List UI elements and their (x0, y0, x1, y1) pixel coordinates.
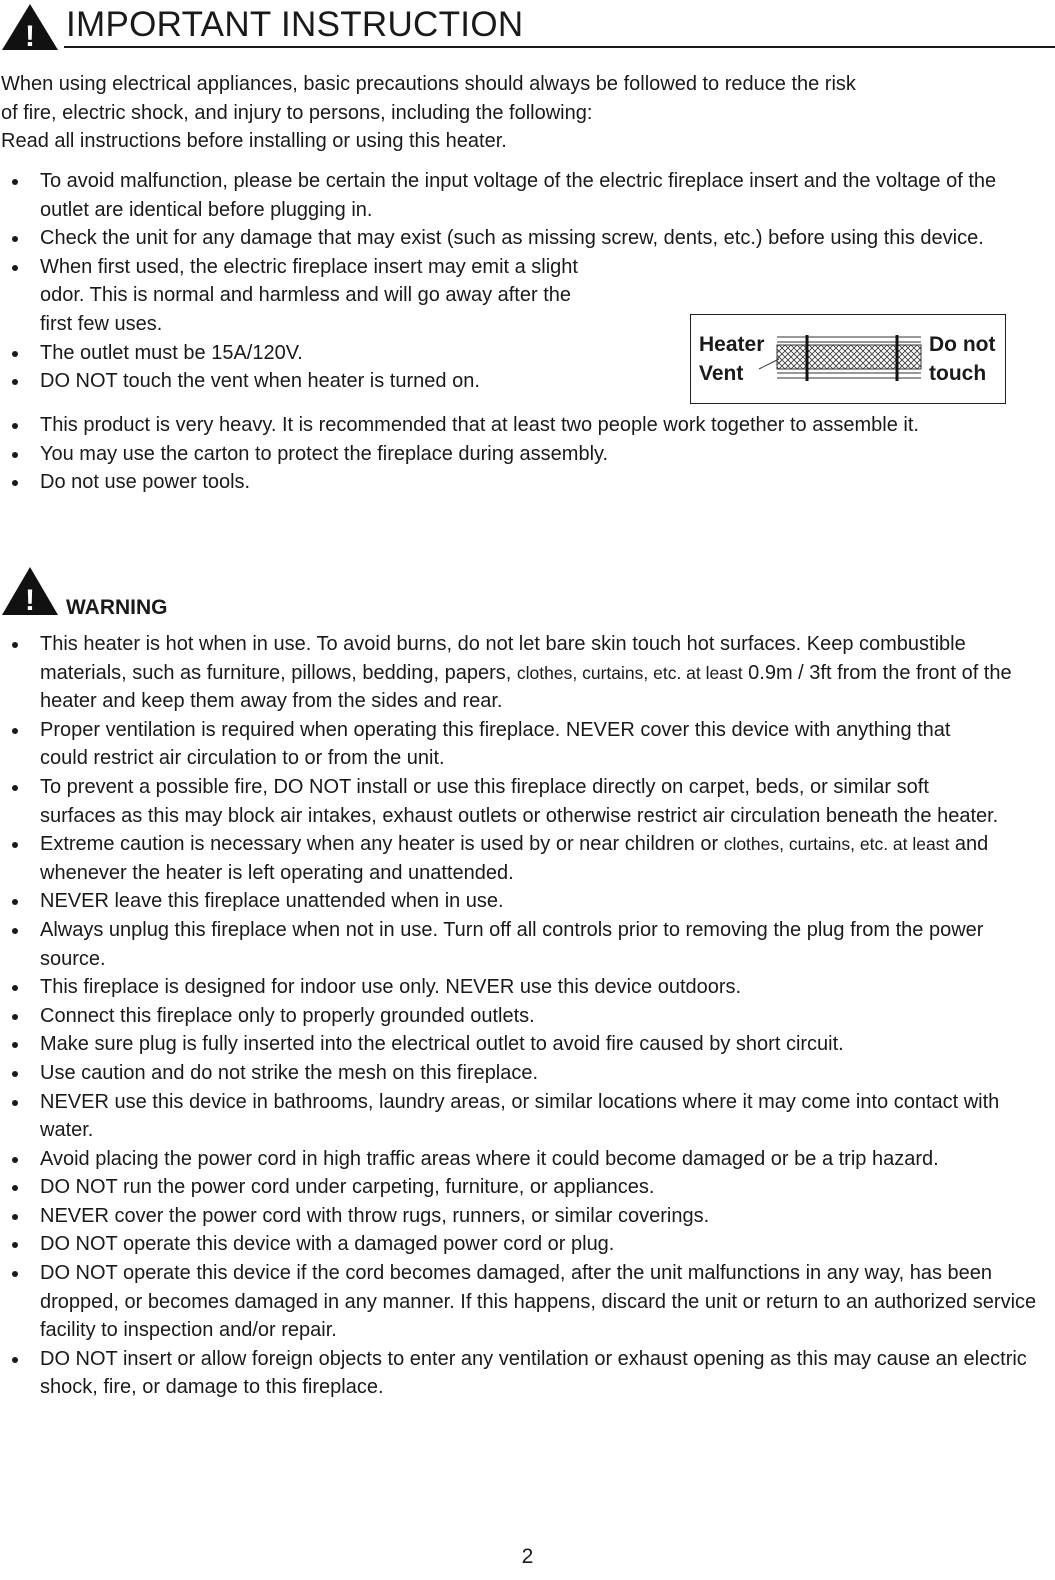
bullet-icon (12, 236, 18, 242)
bullet-icon (12, 928, 18, 934)
bullet-icon (12, 1014, 18, 1020)
title-underline (64, 46, 1055, 48)
list-item: DO NOT insert or allow foreign objects to enter any ventilation or exhaust opening as this may cause an electric shock, fire, or damage to this fireplace. (4, 1345, 1039, 1402)
list-item: DO NOT touch the vent when heater is turned on. (4, 367, 640, 396)
bullet-icon (12, 1185, 18, 1191)
list-item: Connect this fireplace only to properly grounded outlets. (4, 1002, 1039, 1031)
page-header (0, 2, 1055, 50)
intro-line: When using electrical appliances, basic precautions should always be followed to reduce the risk (1, 73, 856, 95)
bullet-icon (12, 480, 18, 486)
vent-label-heater: Heater (699, 333, 765, 356)
warning-triangle-icon (0, 2, 60, 52)
bullet-icon (12, 642, 18, 648)
list-item: This product is very heavy. It is recommended that at least two people work together to assemble it. (4, 411, 970, 440)
list-item: Always unplug this fireplace when not in use. Turn off all controls prior to removing the plug from the power source. (4, 916, 1025, 973)
bullet-icon (12, 179, 18, 185)
list-item: DO NOT run the power cord under carpeting, furniture, or appliances. (4, 1173, 1039, 1202)
bullet-icon (12, 452, 18, 458)
warning-label: WARNING (66, 596, 168, 619)
vent-label-donot: Do not (929, 333, 996, 356)
bullet-icon (12, 1100, 18, 1106)
svg-text:!: ! (25, 20, 35, 52)
bullet-icon (12, 423, 18, 429)
list-item: When first used, the electric fireplace insert may emit a slight odor. This is normal and harmless and will go away after the first few uses. (4, 253, 600, 339)
vent-mesh-icon (755, 333, 925, 385)
list-item: This fireplace is designed for indoor use only. NEVER use this device outdoors. (4, 973, 1039, 1002)
bullet-icon (12, 785, 18, 791)
list-item: DO NOT operate this device with a damaged power cord or plug. (4, 1230, 1039, 1259)
bullet-icon (12, 1071, 18, 1077)
bullet-icon (12, 985, 18, 991)
bullet-icon (12, 728, 18, 734)
list-item: You may use the carton to protect the fireplace during assembly. (4, 440, 1004, 469)
list-item: Avoid placing the power cord in high traffic areas where it could become damaged or be a trip hazard. (4, 1145, 1040, 1174)
page-number: 2 (521, 1545, 534, 1568)
warning-list (4, 630, 1039, 1402)
bullet-icon (12, 1242, 18, 1248)
bullet-icon (12, 265, 18, 271)
svg-text:!: ! (25, 584, 35, 617)
list-item: NEVER cover the power cord with throw rugs, runners, or similar coverings. (4, 1202, 1039, 1231)
heater-vent-diagram (690, 314, 1006, 404)
bullet-icon (12, 842, 18, 848)
intro-line: Read all instructions before installing or using this heater. (1, 130, 507, 153)
list-item: To prevent a possible fire, DO NOT install or use this fireplace directly on carpet, beds, or similar soft surfaces as this may block air intakes, exhaust outlets or otherwise restrict air circulation beneath the heater. (4, 773, 1000, 830)
list-item: This heater is hot when in use. To avoid burns, do not let bare skin touch hot surfaces. Keep combustible materials, such as furniture, pillows, bedding, papers, clothes, curtains, etc. at least 0.9m / 3ft from the front of the heater and keep them away from the sides and rear. (4, 630, 1039, 716)
warning-heading (0, 565, 300, 625)
bullet-icon (12, 1357, 18, 1363)
bullet-icon (12, 351, 18, 357)
list-item: Extreme caution is necessary when any heater is used by or near children or clothes, curtains, etc. at least and whenever the heater is left operating and unattended. (4, 830, 1055, 887)
bullet-icon (12, 1157, 18, 1163)
list-item: NEVER use this device in bathrooms, laundry areas, or similar locations where it may come into contact with water. (4, 1088, 1025, 1145)
intro-paragraph (1, 70, 1041, 156)
list-item: The outlet must be 15A/120V. (4, 339, 640, 368)
list-item: Do not use power tools. (4, 468, 1004, 497)
intro-line: of fire, electric shock, and injury to persons, including the following: (1, 101, 593, 124)
list-item: Proper ventilation is required when operating this fireplace. NEVER cover this device with anything that could restrict air circulation to or from the unit. (4, 716, 1000, 773)
bullet-icon (12, 1042, 18, 1048)
page-title: IMPORTANT INSTRUCTION (66, 5, 524, 44)
list-item: To avoid malfunction, please be certain the input voltage of the electric fireplace insert and the voltage of the outlet are identical before plugging in. (4, 167, 1040, 224)
list-item: NEVER leave this fireplace unattended when in use. (4, 887, 1039, 916)
bullet-icon (12, 379, 18, 385)
list-item: Make sure plug is fully inserted into the electrical outlet to avoid fire caused by short circuit. (4, 1030, 1039, 1059)
bullet-icon (12, 1271, 18, 1277)
bullet-icon (12, 1214, 18, 1220)
warning-triangle-icon (0, 565, 60, 617)
bullet-icon (12, 899, 18, 905)
vent-label-vent: Vent (699, 362, 744, 385)
important-list-b (4, 411, 1004, 497)
list-item: Check the unit for any damage that may exist (such as missing screw, dents, etc.) before using this device. (4, 224, 1040, 253)
list-item: DO NOT operate this device if the cord becomes damaged, after the unit malfunctions in any way, has been dropped, or becomes damaged in any manner. If this happens, discard the unit or return to an authorized service facility to inspection and/or repair. (4, 1259, 1039, 1345)
list-item: Use caution and do not strike the mesh on this fireplace. (4, 1059, 1039, 1088)
vent-label-touch: touch (929, 362, 987, 385)
